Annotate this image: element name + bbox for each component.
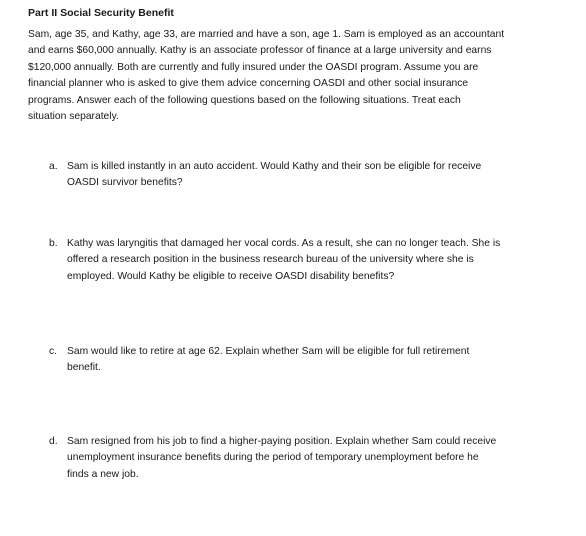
intro-paragraph (28, 27, 538, 125)
intro-line: Sam, age 35, and Kathy, age 33, are married and have a son, age 1. Sam is employed as an accountant (28, 29, 505, 40)
section-heading: Part II Social Security Benefit (28, 7, 174, 19)
question-line: Kathy was laryngitis that damaged her vocal cords. As a result, she can no longer teach. She is (67, 238, 501, 249)
question-text (67, 434, 547, 483)
question-line: Sam would like to retire at age 62. Explain whether Sam will be eligible for full retirement (67, 346, 470, 357)
list-marker: b. (49, 238, 58, 249)
question-text (67, 344, 547, 377)
intro-line: programs. Answer each of the following questions based on the following situations. Treat each (28, 94, 461, 106)
question-text (67, 159, 547, 192)
intro-line: situation separately. (28, 111, 119, 123)
intro-line: financial planner who is asked to give them advice concerning OASDI and other social insurance (28, 78, 469, 90)
question-line: OASDI survivor benefits? (67, 177, 183, 189)
intro-line: and earns $60,000 annually. Kathy is an associate professor of finance at a large university and earns (28, 45, 492, 57)
question-line: benefit. (67, 362, 101, 374)
list-marker: a. (49, 161, 58, 172)
list-marker: d. (49, 436, 58, 447)
question-line: Sam is killed instantly in an auto accident. Would Kathy and their son be eligible for receive (67, 161, 482, 172)
list-marker: c. (49, 346, 58, 357)
question-line: finds a new job. (67, 468, 139, 480)
intro-line: $120,000 annually. Both are currently and fully insured under the OASDI program. Assume you are (28, 61, 479, 73)
question-text (67, 236, 547, 285)
question-line: unemployment insurance benefits during the period of temporary unemployment before he (67, 452, 479, 464)
question-line: Sam resigned from his job to find a higher-paying position. Explain whether Sam could receive (67, 436, 497, 447)
question-line: offered a research position in the business research bureau of the university where she is (67, 254, 474, 266)
question-line: employed. Would Kathy be eligible to receive OASDI disability benefits? (67, 270, 395, 282)
